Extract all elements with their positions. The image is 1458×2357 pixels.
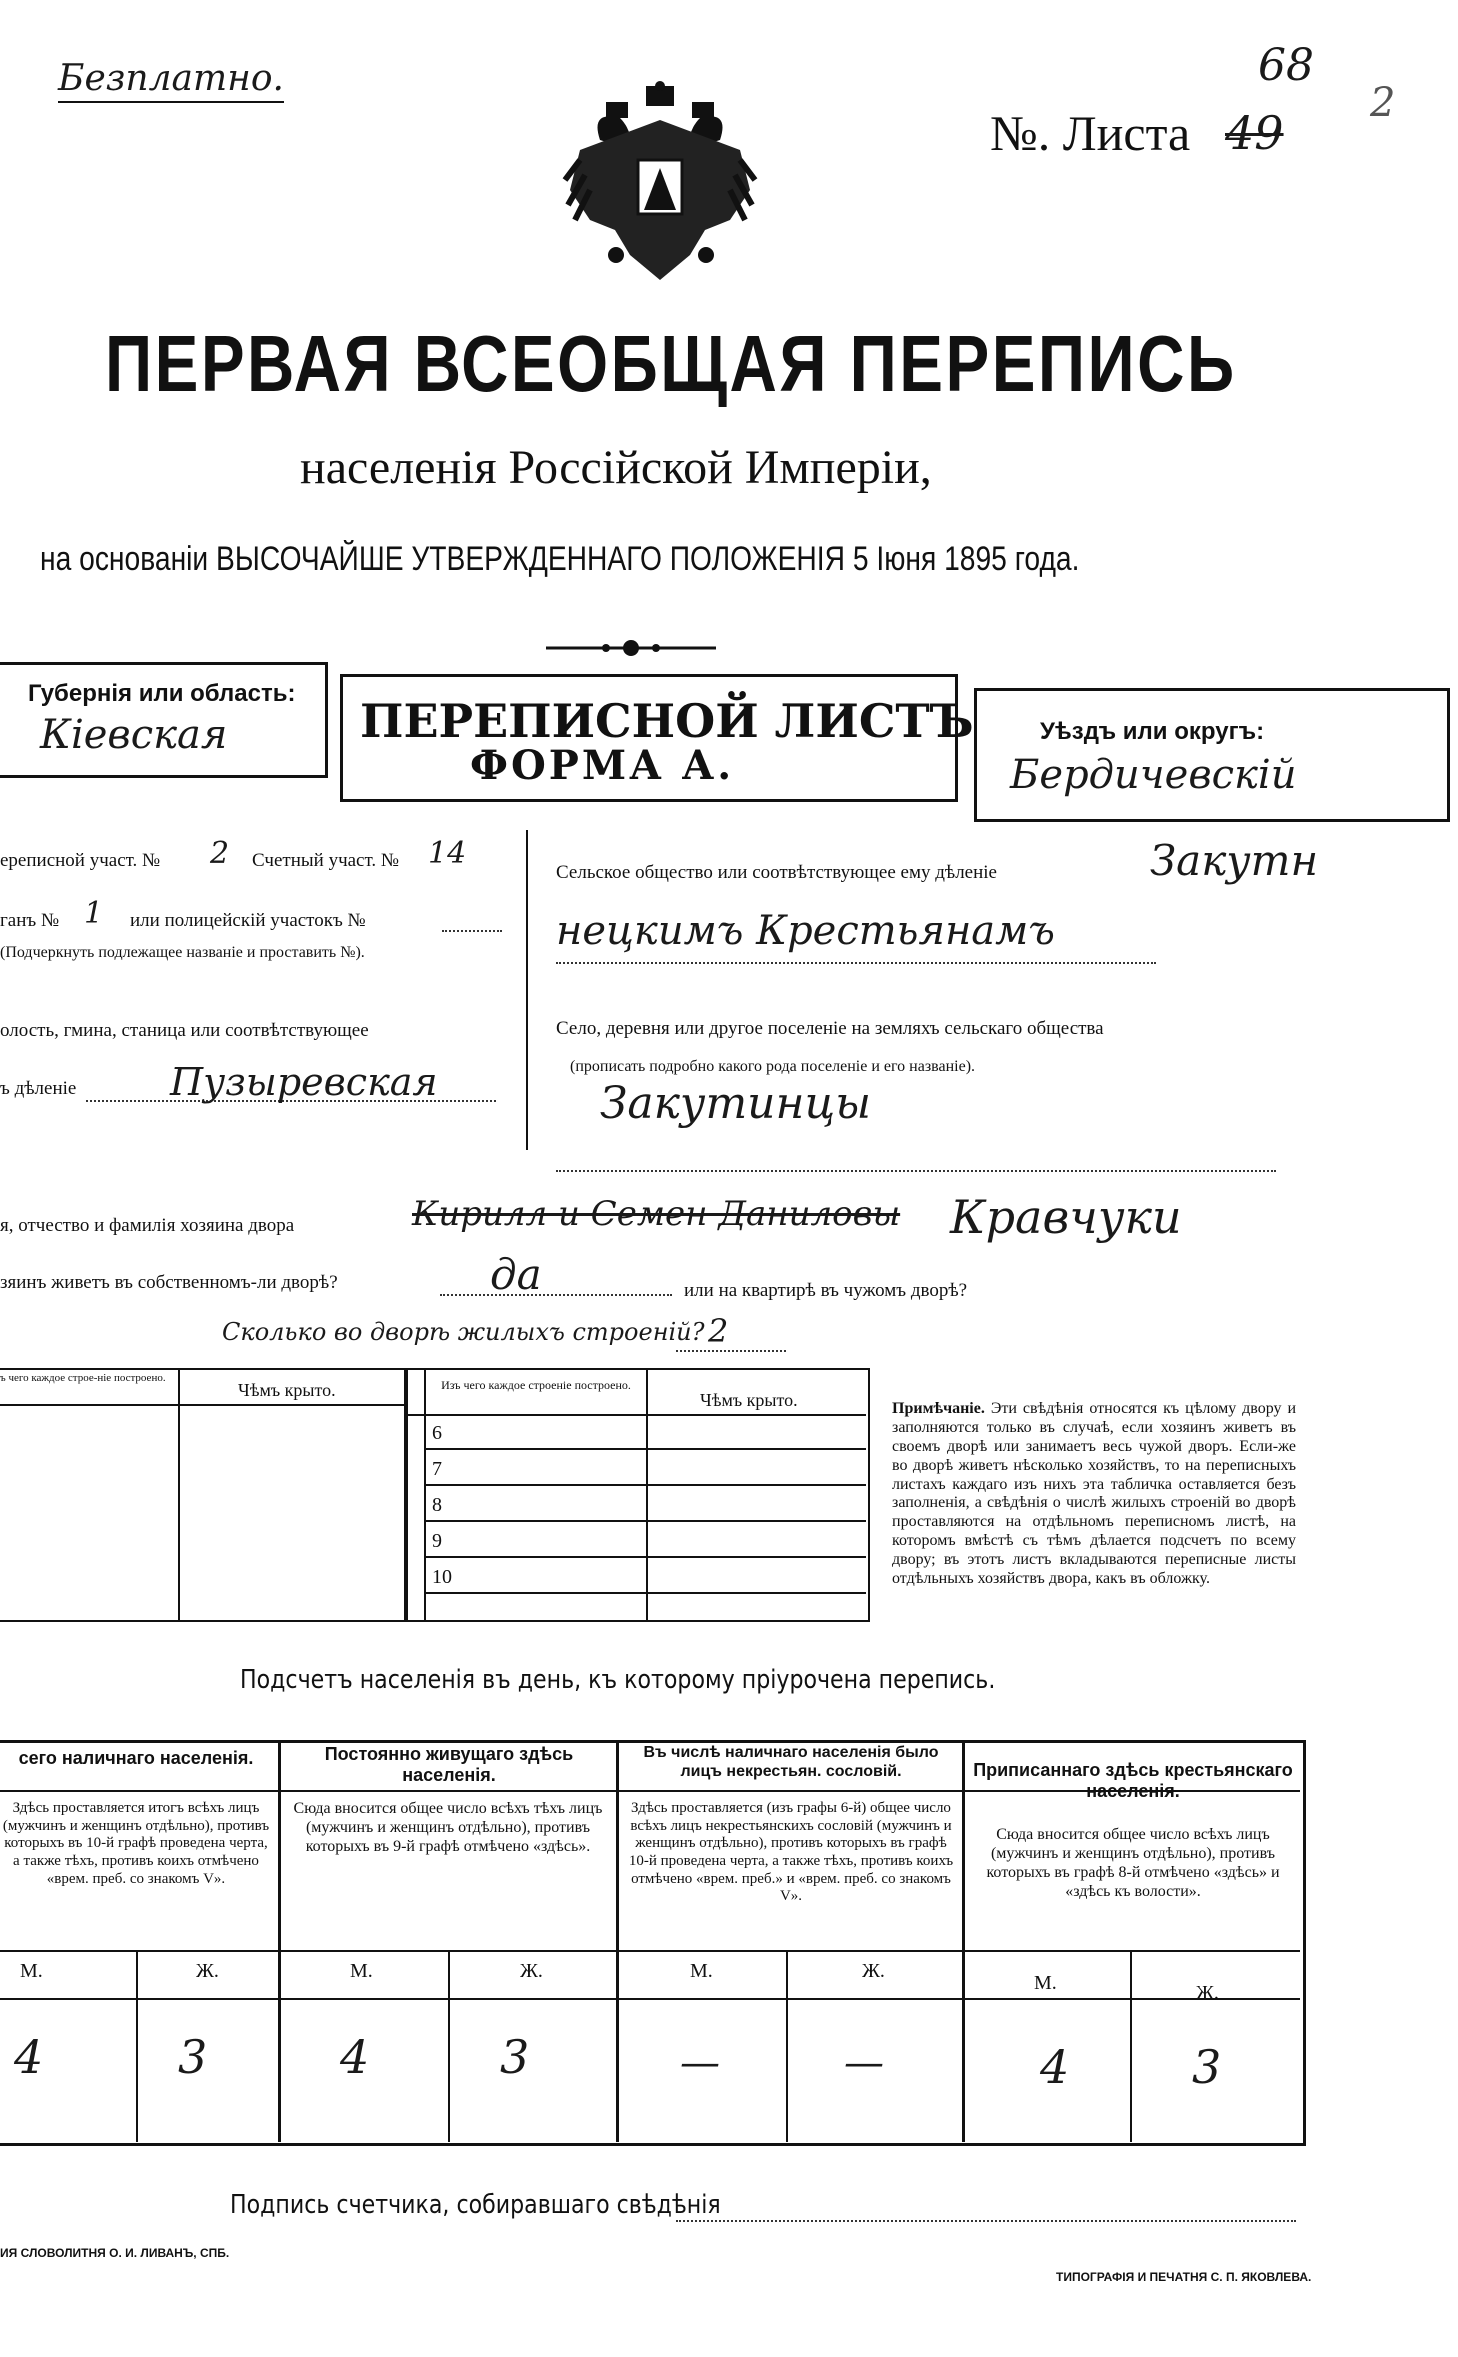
female-header: Ж. [196, 1960, 219, 1982]
buildings-label: Сколько во дворѣ жилыхъ строеній? [222, 1318, 705, 1346]
signature-label: Подпись счетчика, собиравшаго свѣдѣнія [230, 2190, 721, 2220]
printer-left: ИЯ СЛОВОЛИТНЯ О. И. ЛИВАНЪ, СПБ. [0, 2246, 230, 2260]
own-yard-label: зяинъ живетъ въ собственномъ-ли дворѣ? [0, 1272, 338, 1293]
stan-label: ганъ № [0, 910, 60, 931]
sheet-number-label: №. Листа [990, 105, 1191, 161]
settlement-label: Село, деревня или другое поселеніе на земляхъ сельскаго общества [556, 1018, 1104, 1039]
signature-line [676, 2220, 1296, 2222]
row-number: 8 [432, 1494, 442, 1516]
stan-value: 1 [84, 896, 104, 931]
imperial-eagle-emblem [560, 80, 760, 290]
rented-label: или на квартирѣ въ чужомъ дворѣ? [684, 1280, 968, 1301]
col-roof-left: Чѣмъ крыто. [238, 1380, 336, 1400]
sheet-number-struck: 49 [1225, 106, 1284, 160]
census-list-title: ПЕРЕПИСНОЙ ЛИСТЪ [360, 694, 974, 748]
owner-label: я, отчество и фамилія хозяина двора [0, 1215, 295, 1236]
male-header: М. [1034, 1972, 1057, 1994]
gubernia-value: Кіевская [40, 712, 228, 758]
group-desc: Здѣсь проставляется итогъ всѣхъ лицъ (мужчинъ и женщинъ отдѣльно), противъ которыхъ въ 10-й графѣ проведена черта, а также тѣхъ, противъ коихъ отмѣчено «врем. преб. со знакомъ V». [2, 1800, 270, 1887]
form-a-title: ФОРМА А. [470, 742, 735, 789]
uezd-value: Бердичевскій [1010, 752, 1297, 798]
female-header: Ж. [1196, 1982, 1219, 2004]
female-header: Ж. [862, 1960, 885, 1982]
group-desc: Сюда вносится общее число всѣхъ лицъ (мужчинъ и женщинъ отдѣльно), противъ которыхъ въ графѣ 8-й отмѣчено «здѣсь» и «здѣсь къ волости». [986, 1826, 1280, 1900]
basis-line: на основаніи ВЫСОЧАЙШЕ УТВЕРЖДЕННАГО ПОЛОЖЕНІЯ 5 Іюня 1895 года. [40, 540, 1080, 578]
male-header: М. [350, 1960, 373, 1982]
uezd-label: Уѣздъ или округъ: [1040, 718, 1265, 745]
owner-value: Кравчуки [950, 1190, 1182, 1244]
village-society-value-1: Закутн [1150, 836, 1319, 885]
division-value: Пузыревская [170, 1060, 438, 1104]
row-number: 7 [432, 1458, 442, 1480]
group-title: Приписаннаго здѣсь крестьянскаго населенія. [973, 1760, 1293, 1802]
subtitle: населенія Россійской Имперіи, [300, 441, 932, 494]
female-count: 3 [1192, 2040, 1222, 2094]
male-count: 4 [340, 2030, 370, 2084]
fields-divider [526, 830, 528, 1150]
row-number: 6 [432, 1422, 442, 1444]
row-number: 10 [432, 1566, 452, 1588]
col-roof-right: Чѣмъ крыто. [700, 1390, 798, 1410]
count-district-label: Счетный участ. № [252, 850, 399, 871]
note-block [892, 1400, 1296, 1589]
note-text: Эти свѣдѣнія относятся къ цѣлому двору и заполняются только въ случаѣ, если хозяинъ живетъ въ своемъ дворѣ или занимаетъ весь чужой дворъ. Если-же во дворѣ живетъ нѣсколько хозяйствъ, то на переписныхъ листахъ каждаго изъ нихъ эта табличка оставляется безъ заполненія, а свѣдѣнія о числѣ жилыхъ строеній во дворѣ проставляются на отдѣльномъ переписномъ листѣ, на которомъ вмѣстѣ съ тѣмъ дѣлается подсчетъ по всему двору; въ этотъ листъ вкладываются переписные листы отдѣльныхъ хозяйствъ двора, какъ въ обложку. [892, 1400, 1297, 1587]
male-header: М. [20, 1960, 43, 1982]
printer-right: ТИПОГРАФІЯ И ПЕЧАТНЯ С. П. ЯКОВЛЕВА. [1056, 2270, 1312, 2284]
settlement-note: (прописать подробно какого рода поселеніе и его названіе). [570, 1058, 976, 1075]
female-header: Ж. [520, 1960, 543, 1982]
female-count: 3 [500, 2030, 530, 2084]
population-heading: Подсчетъ населенія въ день, къ которому пріурочена перепись. [240, 1665, 996, 1695]
group-title: сего наличнаго населенія. [18, 1748, 254, 1768]
owner-value-struck: Кирилл и Семен Даниловы [412, 1194, 901, 1234]
male-count: — [680, 2040, 720, 2086]
corner-mark: 2 [1370, 80, 1396, 126]
census-district-label: ереписной участ. № [0, 850, 161, 871]
division-label: ъ дѣленіе [0, 1078, 77, 1099]
group-title: Постоянно живущаго здѣсь населенія. [324, 1744, 574, 1786]
settlement-value: Закутинцы [600, 1078, 872, 1129]
buildings-value: 2 [708, 1312, 729, 1350]
male-count: 4 [14, 2030, 44, 2084]
free-label: Безплатно. [58, 58, 284, 103]
note-title: Примѣчаніе. [892, 1400, 985, 1417]
row-number: 9 [432, 1530, 442, 1552]
underline-note: (Подчеркнуть подлежащее названіе и проставить №). [0, 944, 365, 961]
volost-label: олость, гмина, станица или соотвѣтствующее [0, 1020, 369, 1041]
main-title: ПЕРВАЯ ВСЕОБЩАЯ ПЕРЕПИСЬ [105, 319, 1237, 408]
female-count: 3 [178, 2030, 208, 2084]
ornament-divider [546, 635, 716, 661]
col-material-right: Изъ чего каждое строеніе построено. [441, 1378, 631, 1392]
group-desc: Сюда вносится общее число всѣхъ тѣхъ лицъ (мужчинъ и женщинъ отдѣльно), противъ которыхъ въ 9-й графѣ отмѣчено «здѣсь». [293, 1800, 603, 1855]
group-title: Въ числѣ наличнаго населенія было лицъ некрестьян. сословій. [643, 1744, 939, 1780]
census-district-value: 2 [210, 836, 230, 871]
gubernia-label: Губернія или область: [28, 680, 296, 707]
village-society-label: Сельское общество или соотвѣтствующее ему дѣленіе [556, 862, 997, 883]
count-district-value: 14 [428, 836, 467, 871]
male-count: 4 [1040, 2040, 1070, 2094]
police-label: или полицейскій участокъ № [130, 910, 366, 931]
group-desc: Здѣсь проставляется (изъ графы 6-й) общее число всѣхъ лицъ некрестьянскихъ сословій (мужчинъ и женщинъ отдѣльно), противъ которыхъ въ графѣ 10-й проведена черта, а также тѣхъ, противъ коихъ отмѣчено «врем. преб.» и «врем. преб. со знакомъ V». [628, 1800, 954, 1905]
village-society-value-2: нецкимъ Крестьянамъ [556, 908, 1055, 954]
female-count: — [844, 2040, 884, 2086]
col-material-left: ъ чего каждое строе-ніе построено. [0, 1372, 166, 1384]
own-yard-value: да [490, 1250, 542, 1299]
sheet-number-value: 68 [1258, 40, 1314, 91]
male-header: М. [690, 1960, 713, 1982]
